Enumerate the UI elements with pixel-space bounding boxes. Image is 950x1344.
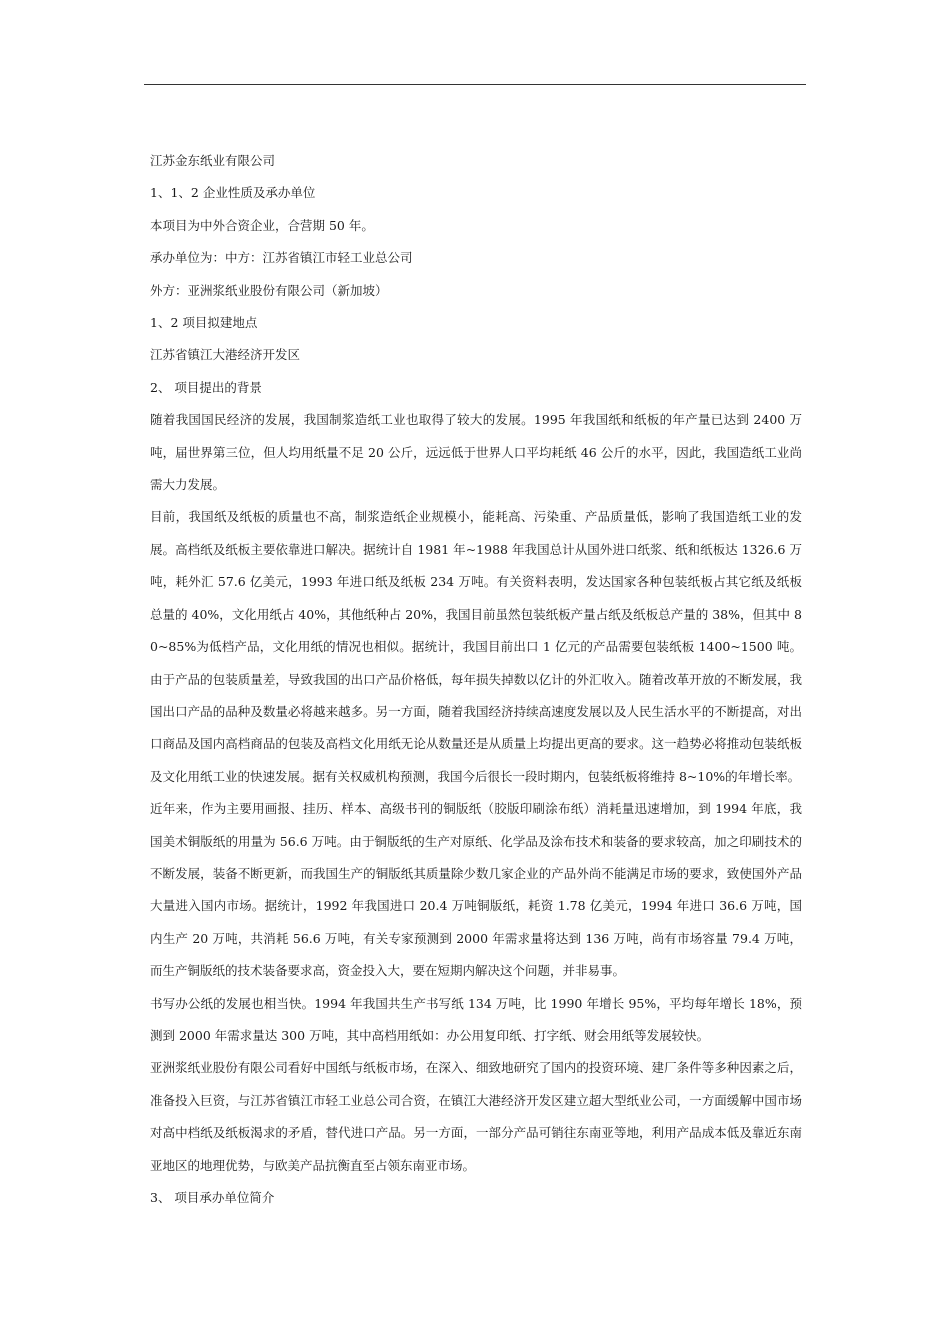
header-rule [144, 84, 806, 85]
project-location-text: 江苏省镇江大港经济开发区 [150, 347, 301, 363]
company-name: 江苏金东纸业有限公司 [150, 153, 276, 168]
section-2-heading: 2、 项目提出的背景 [150, 379, 262, 395]
background-paragraph-5: 亚洲浆纸业股份有限公司看好中国纸与纸板市场，在深入、细致地研究了国内的投资环境、建厂条件等多种因素之后，准备投入巨资，与江苏省镇江市轻工业总公司合资，在镇江大港经济开发区建立超大型纸业公司，一方面缓解中国市场对高中档纸及纸板渴求的矛盾，替代进口产品。另一方面，一部分产品可销往东南亚等地，利用产品成本低及靠近东南亚地区的地理优势，与欧美产品抗衡直至占领东南亚市场。 [150, 1060, 802, 1173]
background-paragraph-1: 随着我国国民经济的发展，我国制浆造纸工业也取得了较大的发展。1995 年我国纸和纸板的年产量已达到 2400 万吨，届世界第三位，但人均用纸量不足 20 公斤，远远低于世界人口平均耗纸 46 公斤的水平，因此，我国造纸工业尚需大力发展。 [150, 412, 802, 493]
background-paragraph-3: 近年来，作为主要用画报、挂历、样本、高级书刊的铜版纸（胶版印刷涂布纸）消耗量迅速增加，到 1994 年底，我国美术铜版纸的用量为 56.6 万吨。由于铜版纸的生产对原纸、化学品及涂布技术和装备的要求较高，加之印刷技术的不断发展，装备不断更新，而我国生产的铜版纸其质量除少数几家企业的产品外尚不能满足市场的要求，致使国外产品大量进入国内市场。据统计，1992 年我国进口 20.4 万吨铜版纸，耗资 1.78 亿美元，1994 年进口 36.6 万吨，国内生产 20 万吨，共消耗 56.6 万吨，有关专家预测到 2000 年需求量将达到 136 万吨，尚有市场容量 79.4 万吨，而生产铜版纸的技术装备要求高，资金投入大，要在短期内解决这个问题，并非易事。 [150, 801, 802, 979]
background-paragraph-4: 书写办公纸的发展也相当快。1994 年我国共生产书写纸 134 万吨，比 1990 年增长 95%，平均每年增长 18%，预测到 2000 年需求量达 300 万吨，其中高档用纸如：办公用复印纸、打字纸、财会用纸等发展较快。 [150, 995, 802, 1043]
background-paragraph-2: 目前，我国纸及纸板的质量也不高，制浆造纸企业规模小，能耗高、污染重、产品质量低，影响了我国造纸工业的发展。高档纸及纸板主要依靠进口解决。据统计自 1981 年~1988 年我国总计从国外进口纸浆、纸和纸板达 1326.6 万吨，耗外汇 57.6 亿美元，1993 年进口纸及纸板 234 万吨。有关资料表明，发达国家各种包装纸板占其它纸及纸板总量的 40%，文化用纸占 40%，其他纸种占 20%，我国目前虽然包装纸板产量占纸及纸板总产量的 38%，但其中 80~85%为低档产品，文化用纸的情况也相似。据统计，我国目前出口 1 亿元的产品需要包装纸板 1400~1500 吨。由于产品的包装质量差，导致我国的出口产品价格低，每年损失掉数以亿计的外汇收入。随着改革开放的不断发展，我国出口产品的品种及数量必将越来越多。另一方面，随着我国经济持续高速度发展以及人民生活水平的不断提高，对出口商品及国内高档商品的包装及高档文化用纸无论从数量还是从质量上均提出更高的要求。这一趋势必将推动包装纸板及文化用纸工业的快速发展。据有关权威机构预测，我国今后很长一段时期内，包装纸板将维持 8~10%的年增长率。 [150, 509, 802, 784]
enterprise-nature-text: 本项目为中外合资企业，合营期 50 年。 [150, 217, 374, 233]
document-body [150, 145, 802, 1214]
chinese-partner-text: 承办单位为：中方：江苏省镇江市轻工业总公司 [150, 250, 413, 266]
section-3-heading: 3、 项目承办单位简介 [150, 1190, 275, 1205]
foreign-partner-text: 外方：亚洲浆纸业股份有限公司（新加坡） [150, 282, 388, 298]
section-1-1-2-heading: 1、1、2 企业性质及承办单位 [150, 185, 316, 201]
section-1-2-heading: 1、2 项目拟建地点 [150, 315, 258, 331]
